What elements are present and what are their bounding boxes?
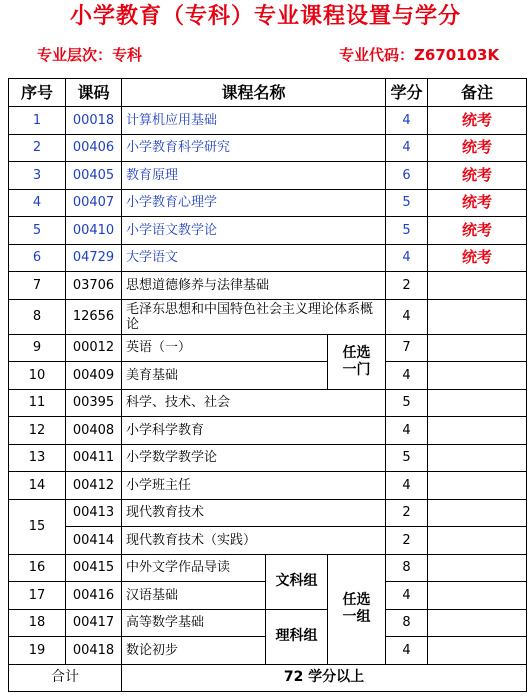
row-code: 03706	[66, 272, 122, 300]
header-no: 序号	[9, 79, 66, 107]
row-no: 14	[9, 472, 66, 500]
row-note	[428, 334, 527, 362]
row-code: 00418	[66, 637, 122, 665]
table-row	[9, 217, 527, 245]
row-credit: 8	[386, 554, 428, 582]
row-credit: 7	[386, 334, 428, 362]
row-code: 00413	[66, 499, 122, 527]
row-name: 教育原理	[122, 162, 386, 190]
row-no: 3	[9, 162, 66, 190]
course-table	[8, 78, 527, 692]
table-row	[9, 554, 527, 582]
table-row	[9, 527, 527, 555]
row-name: 数论初步	[122, 637, 266, 665]
row-note	[428, 582, 527, 610]
row-note: 统考	[428, 107, 527, 135]
row-credit: 4	[386, 134, 428, 162]
row-name: 现代教育技术（实践）	[122, 527, 386, 555]
row-no: 5	[9, 217, 66, 245]
total-value: 72 学分以上	[122, 664, 527, 692]
row-code: 00395	[66, 389, 122, 417]
row-no: 16	[9, 554, 66, 582]
row-credit: 4	[386, 637, 428, 665]
row-note	[428, 499, 527, 527]
row-credit: 5	[386, 189, 428, 217]
table-row	[9, 499, 527, 527]
table-row	[9, 362, 527, 390]
row-note: 统考	[428, 189, 527, 217]
group-arts-label: 文科组	[266, 554, 328, 609]
row-note	[428, 272, 527, 300]
header-credit: 学分	[386, 79, 428, 107]
row-no: 17	[9, 582, 66, 610]
row-name: 小学语文教学论	[122, 217, 386, 245]
row-note	[428, 554, 527, 582]
row-name: 毛泽东思想和中国特色社会主义理论体系概论	[122, 299, 386, 334]
row-code: 00410	[66, 217, 122, 245]
row-no: 11	[9, 389, 66, 417]
row-no: 19	[9, 637, 66, 665]
row-code: 00407	[66, 189, 122, 217]
row-note	[428, 444, 527, 472]
row-name: 小学科学教育	[122, 417, 386, 445]
row-note: 统考	[428, 162, 527, 190]
row-code: 00417	[66, 609, 122, 637]
row-name: 现代教育技术	[122, 499, 386, 527]
table-row	[9, 244, 527, 272]
row-code: 00412	[66, 472, 122, 500]
row-credit: 5	[386, 444, 428, 472]
row-no: 12	[9, 417, 66, 445]
row-credit: 4	[386, 299, 428, 334]
header-code: 课码	[66, 79, 122, 107]
table-row	[9, 444, 527, 472]
row-credit: 4	[386, 244, 428, 272]
row-credit: 5	[386, 389, 428, 417]
table-row	[9, 417, 527, 445]
program-code: 专业代码：Z670103K	[339, 46, 500, 64]
row-note	[428, 527, 527, 555]
row-code: 00406	[66, 134, 122, 162]
row-credit: 8	[386, 609, 428, 637]
row-code: 00408	[66, 417, 122, 445]
table-row	[9, 334, 527, 362]
row-no: 9	[9, 334, 66, 362]
table-row	[9, 272, 527, 300]
table-row	[9, 389, 527, 417]
row-note	[428, 417, 527, 445]
row-note	[428, 362, 527, 390]
row-no: 13	[9, 444, 66, 472]
row-code: 00012	[66, 334, 122, 362]
row-name: 小学教育心理学	[122, 189, 386, 217]
page-title: 小学教育（专科）专业课程设置与学分	[69, 4, 461, 29]
header-note: 备注	[428, 79, 527, 107]
row-name: 汉语基础	[122, 582, 266, 610]
row-credit: 4	[386, 362, 428, 390]
row-name: 思想道德修养与法律基础	[122, 272, 386, 300]
row-credit: 4	[386, 107, 428, 135]
row-no: 8	[9, 299, 66, 334]
row-note: 统考	[428, 134, 527, 162]
row-code: 00415	[66, 554, 122, 582]
row-note	[428, 472, 527, 500]
row-code: 04729	[66, 244, 122, 272]
row-no: 6	[9, 244, 66, 272]
row-name: 高等数学基础	[122, 609, 266, 637]
header-course-name: 课程名称	[122, 79, 386, 107]
row-code: 00414	[66, 527, 122, 555]
row-note	[428, 389, 527, 417]
row-code: 00411	[66, 444, 122, 472]
total-row	[9, 664, 527, 692]
table-row	[9, 609, 527, 637]
program-level: 专业层次：专科	[37, 46, 143, 64]
table-row	[9, 134, 527, 162]
table-row	[9, 162, 527, 190]
row-code: 12656	[66, 299, 122, 334]
row-credit: 5	[386, 217, 428, 245]
elective-group-label: 任选一组	[328, 554, 386, 664]
row-no: 10	[9, 362, 66, 390]
table-row	[9, 299, 527, 334]
row-credit: 2	[386, 499, 428, 527]
row-note: 统考	[428, 217, 527, 245]
row-code: 00018	[66, 107, 122, 135]
row-note	[428, 609, 527, 637]
row-name: 科学、技术、社会	[122, 389, 386, 417]
row-name: 英语（一）	[122, 334, 328, 362]
table-row	[9, 189, 527, 217]
elective-one-label: 任选一门	[328, 334, 386, 389]
table-header-row	[9, 79, 527, 107]
row-note: 统考	[428, 244, 527, 272]
row-credit: 2	[386, 272, 428, 300]
row-code: 00416	[66, 582, 122, 610]
total-label: 合计	[9, 664, 122, 692]
group-science-label: 理科组	[266, 609, 328, 664]
row-name: 小学教育科学研究	[122, 134, 386, 162]
row-no: 18	[9, 609, 66, 637]
row-no: 1	[9, 107, 66, 135]
row-no: 4	[9, 189, 66, 217]
row-name: 大学语文	[122, 244, 386, 272]
row-no: 7	[9, 272, 66, 300]
row-code: 00409	[66, 362, 122, 390]
row-credit: 4	[386, 472, 428, 500]
row-name: 美育基础	[122, 362, 328, 390]
row-note	[428, 299, 527, 334]
row-credit: 4	[386, 417, 428, 445]
row-no: 15	[9, 499, 66, 554]
row-no: 2	[9, 134, 66, 162]
row-name: 中外文学作品导读	[122, 554, 266, 582]
row-name: 小学班主任	[122, 472, 386, 500]
row-credit: 6	[386, 162, 428, 190]
table-row	[9, 472, 527, 500]
row-credit: 2	[386, 527, 428, 555]
row-code: 00405	[66, 162, 122, 190]
table-row	[9, 107, 527, 135]
row-note	[428, 637, 527, 665]
row-name: 小学数学教学论	[122, 444, 386, 472]
row-name: 计算机应用基础	[122, 107, 386, 135]
row-credit: 4	[386, 582, 428, 610]
